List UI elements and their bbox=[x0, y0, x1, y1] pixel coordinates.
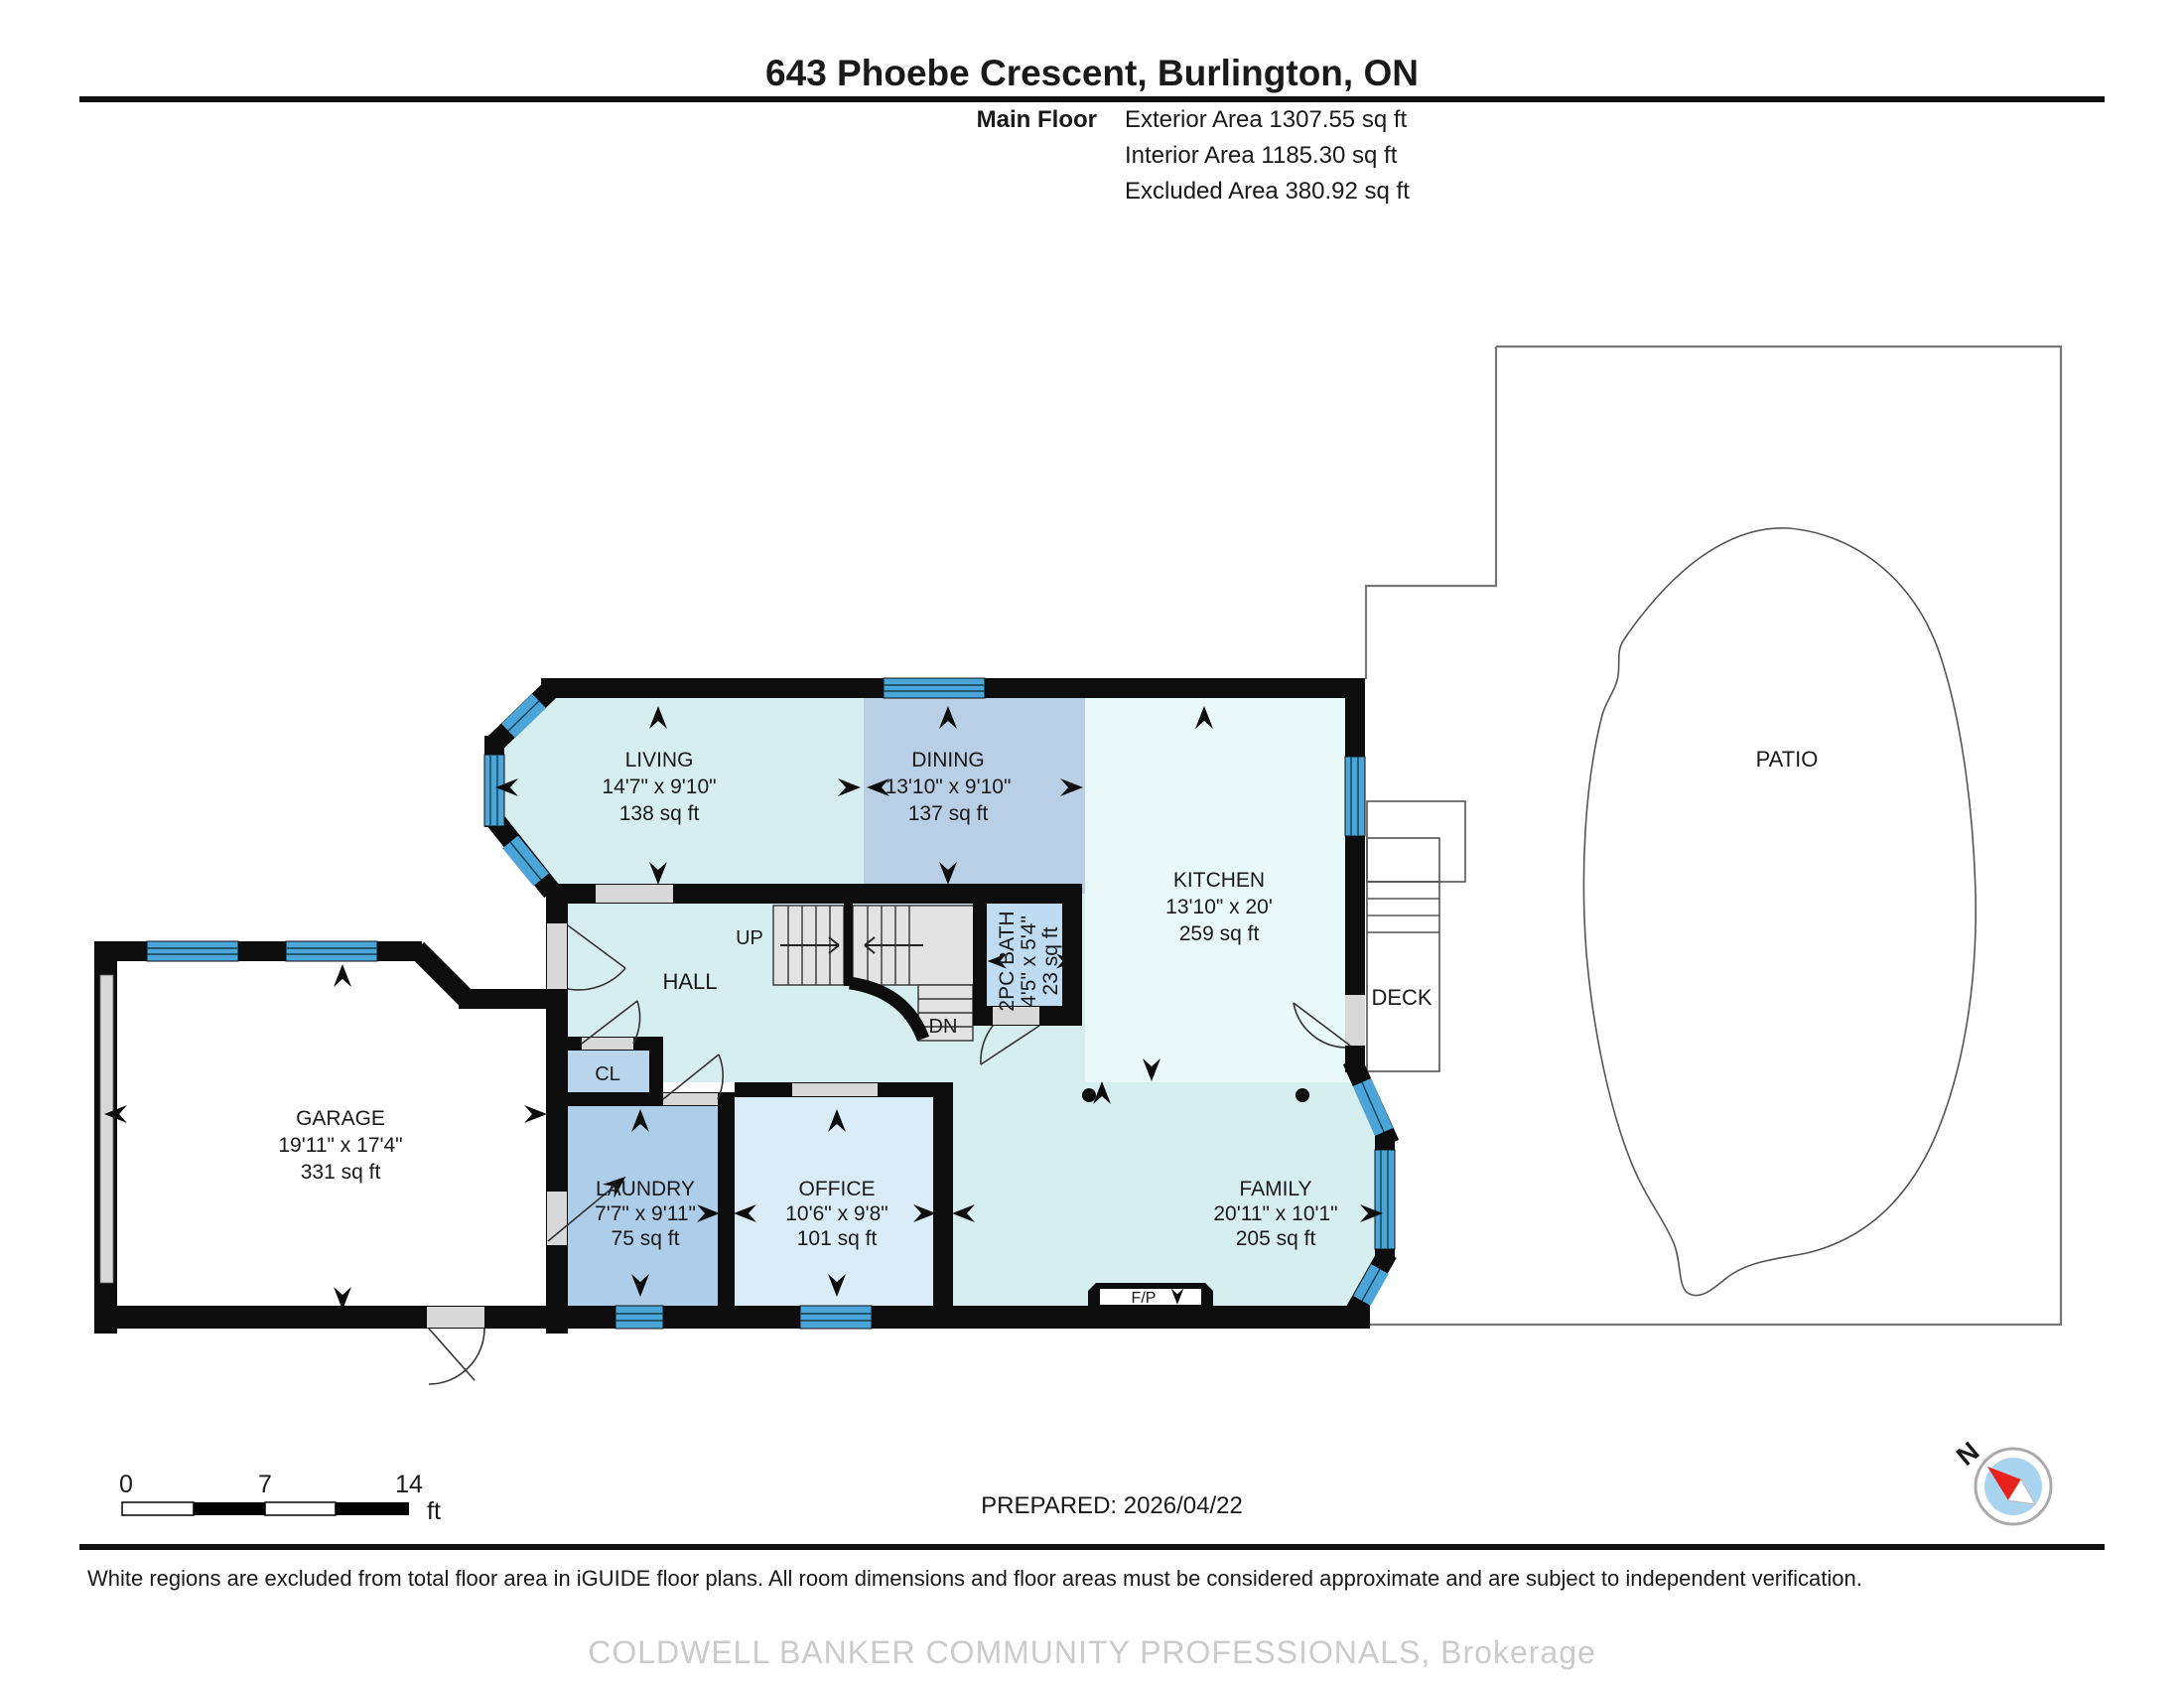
svg-text:10'6" x 9'8": 10'6" x 9'8" bbox=[785, 1202, 888, 1225]
svg-text:2PC BATH: 2PC BATH bbox=[996, 911, 1019, 1012]
svg-text:7'7" x 9'11": 7'7" x 9'11" bbox=[595, 1202, 696, 1225]
page-title: 643 Phoebe Crescent, Burlington, ON bbox=[765, 53, 1419, 93]
scale-mid: 7 bbox=[258, 1471, 272, 1498]
patio-label: PATIO bbox=[1755, 747, 1819, 772]
family-bay-window-right bbox=[1375, 1150, 1395, 1249]
svg-text:138 sq ft: 138 sq ft bbox=[618, 802, 700, 825]
svg-text:205 sq ft: 205 sq ft bbox=[1235, 1227, 1316, 1250]
brokerage-watermark: COLDWELL BANKER COMMUNITY PROFESSIONALS, Brokerage bbox=[588, 1634, 1596, 1670]
svg-text:OFFICE: OFFICE bbox=[798, 1178, 876, 1200]
garage-label bbox=[278, 1107, 402, 1184]
kitchen-label bbox=[1165, 869, 1273, 945]
garage-laundry-opening bbox=[547, 1192, 567, 1245]
footer-rule bbox=[79, 1544, 2105, 1550]
dining-window bbox=[884, 678, 985, 698]
floor-label: Main Floor bbox=[976, 106, 1097, 133]
fireplace-label: F/P bbox=[1131, 1290, 1157, 1307]
svg-text:331 sq ft: 331 sq ft bbox=[300, 1161, 381, 1184]
svg-text:13'10" x 9'10": 13'10" x 9'10" bbox=[885, 775, 1012, 798]
scale-bar bbox=[119, 1471, 441, 1525]
svg-text:FAMILY: FAMILY bbox=[1239, 1178, 1312, 1200]
scale-unit: ft bbox=[427, 1497, 441, 1525]
svg-text:13'10" x 20': 13'10" x 20' bbox=[1165, 896, 1273, 918]
svg-text:137 sq ft: 137 sq ft bbox=[907, 802, 989, 825]
svg-text:23 sq ft: 23 sq ft bbox=[1039, 926, 1062, 996]
svg-text:GARAGE: GARAGE bbox=[296, 1107, 385, 1130]
patio-garden-shape bbox=[1583, 528, 1976, 1296]
garage-door bbox=[100, 975, 113, 1283]
svg-text:LIVING: LIVING bbox=[624, 749, 694, 772]
svg-text:75 sq ft: 75 sq ft bbox=[611, 1227, 680, 1250]
header-rule bbox=[79, 96, 2105, 102]
disclaimer-text: White regions are excluded from total floor area in iGUIDE floor plans. All room dimensions and floor areas must be considered approximate and are subject to independent verification. bbox=[87, 1566, 1862, 1591]
closet-label: CL bbox=[595, 1063, 620, 1085]
garage-window-1 bbox=[147, 941, 238, 961]
hall-label: HALL bbox=[662, 969, 718, 994]
living-hall-opening bbox=[596, 885, 673, 903]
svg-text:101 sq ft: 101 sq ft bbox=[796, 1227, 878, 1250]
up-label: UP bbox=[736, 927, 763, 949]
office-window bbox=[800, 1306, 872, 1329]
prepared-date: PREPARED: 2026/04/22 bbox=[981, 1492, 1243, 1519]
deck-label: DECK bbox=[1371, 985, 1433, 1010]
side-entry-opening bbox=[547, 923, 567, 989]
kitchen-window bbox=[1345, 757, 1365, 836]
garage-window-2 bbox=[286, 941, 377, 961]
svg-text:LAUNDRY: LAUNDRY bbox=[596, 1178, 695, 1200]
laundry-window bbox=[615, 1306, 663, 1329]
svg-text:DINING: DINING bbox=[911, 749, 985, 772]
office-fill bbox=[735, 1092, 938, 1311]
deck-door-opening bbox=[1345, 995, 1365, 1046]
svg-text:20'11" x 10'1": 20'11" x 10'1" bbox=[1213, 1202, 1338, 1225]
svg-text:259 sq ft: 259 sq ft bbox=[1178, 922, 1260, 945]
interior-area: Interior Area 1185.30 sq ft bbox=[1125, 142, 1398, 169]
garage-entry-opening bbox=[427, 1307, 484, 1328]
closet-door-opening bbox=[582, 1038, 633, 1050]
svg-text:19'11" x 17'4": 19'11" x 17'4" bbox=[278, 1134, 403, 1157]
svg-text:4'5" x 5'4": 4'5" x 5'4" bbox=[1018, 915, 1040, 1007]
excluded-area: Excluded Area 380.92 sq ft bbox=[1125, 178, 1410, 205]
scale-start: 0 bbox=[119, 1471, 133, 1498]
column-post-right bbox=[1296, 1088, 1309, 1102]
svg-text:KITCHEN: KITCHEN bbox=[1172, 869, 1266, 892]
column-post-left bbox=[1082, 1088, 1096, 1102]
deck-outline bbox=[1367, 801, 1465, 1071]
living-bay-window-left bbox=[484, 755, 504, 826]
scale-end: 14 bbox=[395, 1471, 423, 1498]
compass bbox=[1951, 1436, 2051, 1524]
fireplace bbox=[1088, 1283, 1213, 1309]
north-label: N bbox=[1951, 1436, 1985, 1472]
office-opening bbox=[792, 1083, 878, 1096]
laundry-door-opening bbox=[663, 1093, 718, 1105]
office-label bbox=[785, 1178, 888, 1250]
header bbox=[79, 53, 2105, 205]
patio-outline bbox=[1364, 347, 2061, 1325]
down-label: DN bbox=[928, 1016, 958, 1038]
svg-text:14'7" x 9'10": 14'7" x 9'10" bbox=[602, 775, 717, 798]
exterior-area: Exterior Area 1307.55 sq ft bbox=[1125, 106, 1408, 133]
